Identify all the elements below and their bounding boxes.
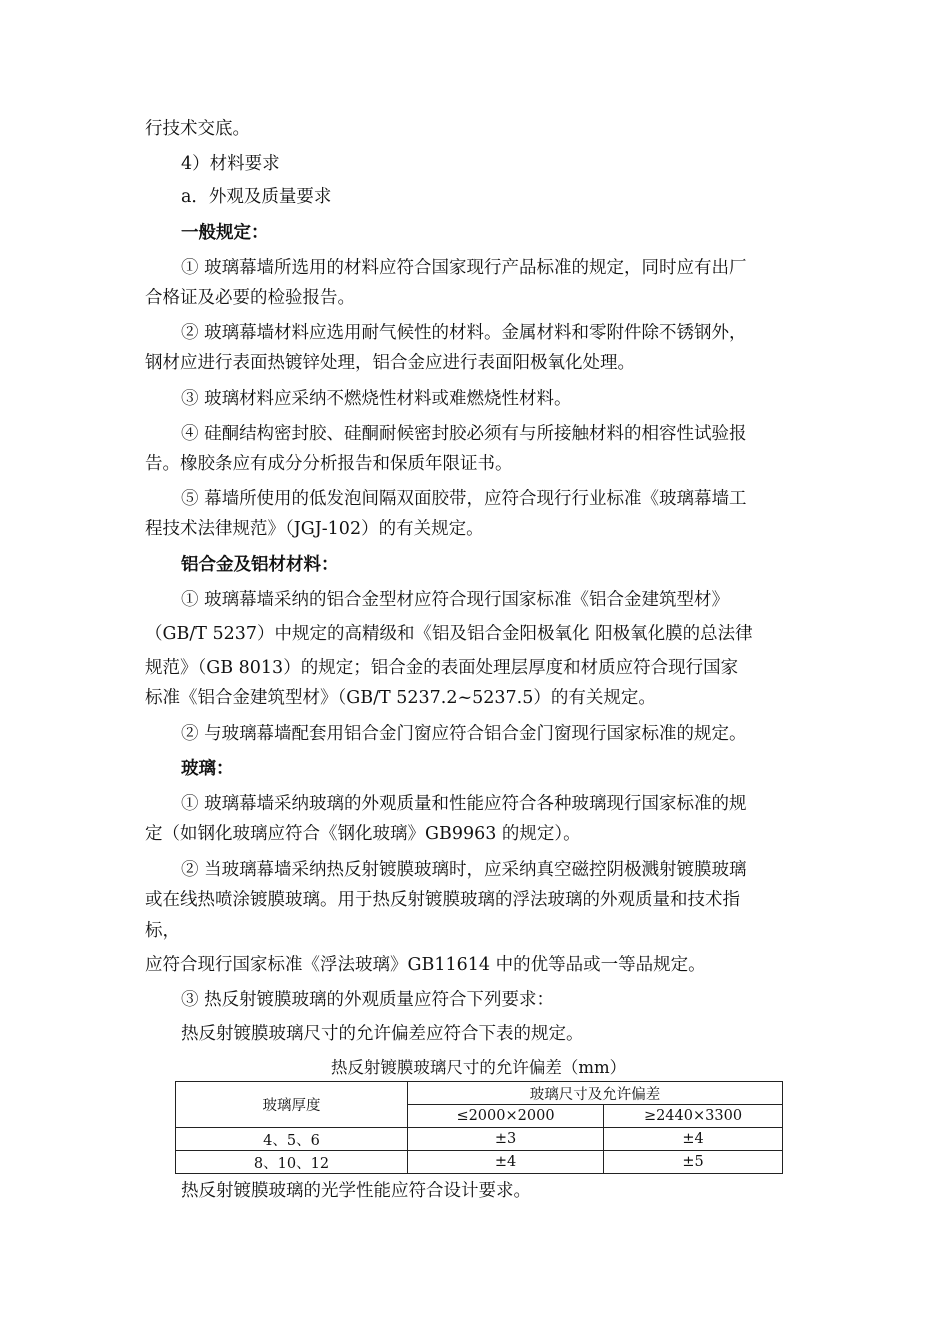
body-line: （GB/T 5237）中规定的高精级和《铝及铝合金阳极氧化 阳极氧化膜的总法律 — [145, 624, 753, 644]
section-heading: 铝合金及铝材材料： — [181, 555, 339, 575]
cell-deviation-2: ±4 — [604, 1128, 783, 1151]
body-line: ① 玻璃幕墙采纳玻璃的外观质量和性能应符合各种玻璃现行国家标准的规 — [181, 794, 747, 814]
body-line: 应符合现行国家标准《浮法玻璃》GB11614 中的优等品或一等品规定。 — [145, 955, 706, 975]
body-line: 或在线热喷涂镀膜玻璃。用于热反射镀膜玻璃的浮法玻璃的外观质量和技术指 — [145, 890, 740, 910]
body-line: ⑤ 幕墙所使用的低发泡间隔双面胶带，应符合现行行业标准《玻璃幕墙工 — [181, 489, 747, 509]
table-row — [176, 1128, 783, 1151]
body-line: 标， — [145, 921, 180, 941]
table-row — [176, 1151, 783, 1174]
header-size-group: 玻璃尺寸及允许偏差 — [408, 1082, 783, 1105]
body-line: 告。橡胶条应有成分分析报告和保质年限证书。 — [145, 454, 513, 474]
section-heading: 玻璃： — [181, 759, 234, 779]
body-line: ④ 硅酮结构密封胶、硅酮耐候密封胶必须有与所接触材料的相容性试验报 — [181, 424, 747, 444]
body-line: ② 玻璃幕墙材料应选用耐气候性的材料。金属材料和零附件除不锈钢外， — [181, 323, 747, 343]
table-note: 热反射镀膜玻璃的光学性能应符合设计要求。 — [181, 1181, 531, 1201]
body-line: a．外观及质量要求 — [181, 187, 332, 207]
header-size-2: ≥2440×3300 — [604, 1105, 783, 1128]
header-thickness: 玻璃厚度 — [176, 1082, 408, 1128]
body-line: ② 与玻璃幕墙配套用铝合金门窗应符合铝合金门窗现行国家标准的规定。 — [181, 724, 747, 744]
body-line: 合格证及必要的检验报告。 — [145, 288, 355, 308]
table-header-row — [176, 1082, 783, 1105]
body-line: 行技术交底。 — [145, 119, 250, 139]
body-line: ① 玻璃幕墙采纳的铝合金型材应符合现行国家标准《铝合金建筑型材》 — [181, 590, 730, 610]
cell-deviation-2: ±5 — [604, 1151, 783, 1174]
body-line: 4）材料要求 — [181, 154, 280, 174]
body-line: 规范》（GB 8013）的规定；铝合金的表面处理层厚度和材质应符合现行国家 — [145, 658, 739, 678]
cell-deviation-1: ±4 — [408, 1151, 604, 1174]
cell-thickness: 4、5、6 — [176, 1128, 408, 1151]
body-line: ③ 热反射镀膜玻璃的外观质量应符合下列要求： — [181, 990, 555, 1010]
body-line: 热反射镀膜玻璃尺寸的允许偏差应符合下表的规定。 — [181, 1024, 584, 1044]
header-size-1: ≤2000×2000 — [408, 1105, 604, 1128]
cell-thickness: 8、10、12 — [176, 1151, 408, 1174]
body-line: 标准《铝合金建筑型材》（GB/T 5237.2~5237.5）的有关规定。 — [145, 688, 656, 708]
deviation-table — [175, 1081, 783, 1174]
body-line: 定（如钢化玻璃应符合《钢化玻璃》GB9963 的规定）。 — [145, 824, 581, 844]
body-line: ① 玻璃幕墙所选用的材料应符合国家现行产品标准的规定，同时应有出厂 — [181, 258, 747, 278]
cell-deviation-1: ±3 — [408, 1128, 604, 1151]
section-heading: 一般规定： — [181, 223, 269, 243]
body-line: ③ 玻璃材料应采纳不燃烧性材料或难燃烧性材料。 — [181, 389, 572, 409]
body-line: 钢材应进行表面热镀锌处理，铝合金应进行表面阳极氧化处理。 — [145, 353, 635, 373]
table-caption: 热反射镀膜玻璃尺寸的允许偏差（mm） — [330, 1058, 627, 1077]
body-line: ② 当玻璃幕墙采纳热反射镀膜玻璃时，应采纳真空磁控阴极溅射镀膜玻璃 — [181, 860, 747, 880]
body-line: 程技术法律规范》（JGJ-102）的有关规定。 — [145, 519, 484, 539]
